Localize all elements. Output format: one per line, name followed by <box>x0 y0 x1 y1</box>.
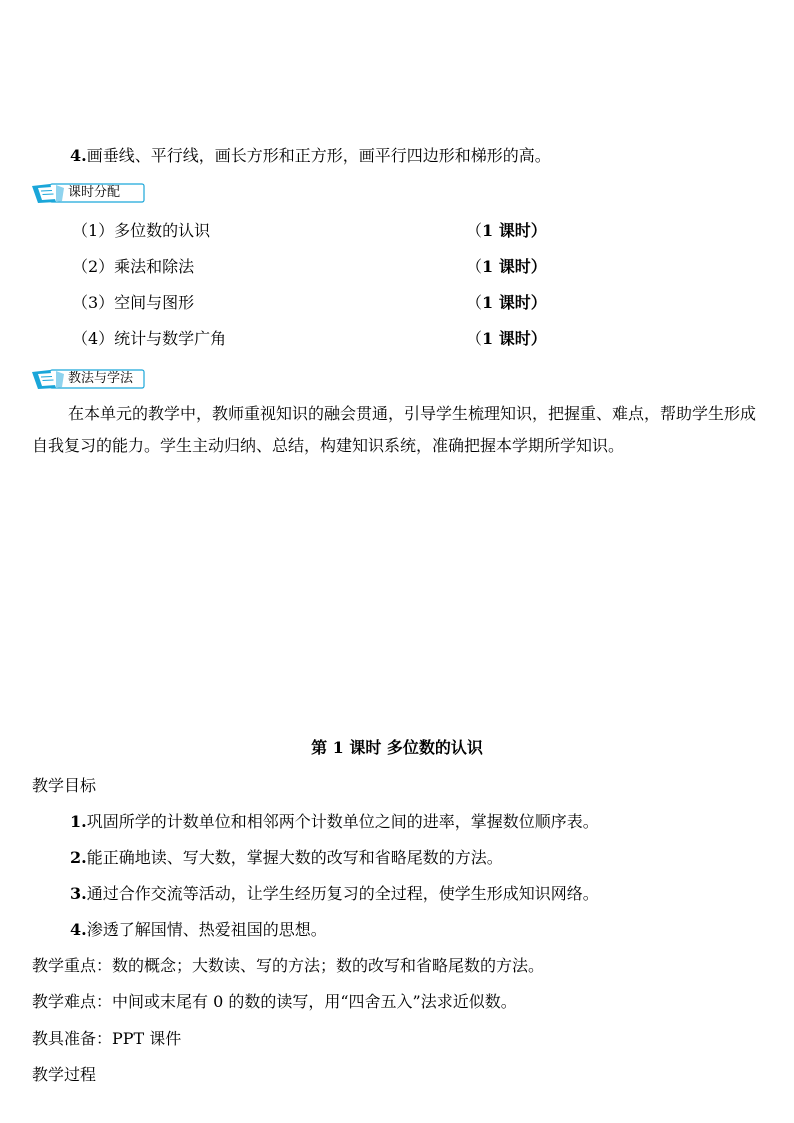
hours-row-2-value: （1 课时） <box>466 257 547 276</box>
badge-label: 教法与学法 <box>68 371 134 386</box>
materials: 教具准备：PPT 课件 <box>32 1029 182 1048</box>
goal-item: 1.巩固所学的计数单位和相邻两个计数单位之间的进率，掌握数位顺序表。 <box>70 812 599 831</box>
hours-row-2-label: （2）乘法和除法 <box>72 257 195 276</box>
hours-row-4-value: （1 课时） <box>466 329 547 348</box>
goals-heading: 教学目标 <box>32 776 97 795</box>
hours-row-3-value: （1 课时） <box>466 293 547 312</box>
goal-item: 3.通过合作交流等活动，让学生经历复习的全过程，使学生形成知识网络。 <box>70 884 599 903</box>
section-badge-hours <box>30 182 146 204</box>
section-badge-methods <box>30 368 146 390</box>
goal-item: 2.能正确地读、写大数，掌握大数的改写和省略尾数的方法。 <box>70 848 503 867</box>
hours-row-3-label: （3）空间与图形 <box>72 293 195 312</box>
lesson-title: 第 1 课时 多位数的认识 <box>311 738 483 757</box>
hours-row-1-label: （1）多位数的认识 <box>72 221 211 240</box>
goal-item: 4.渗透了解国情、热爱祖国的思想。 <box>70 920 327 939</box>
badge-label: 课时分配 <box>68 185 121 200</box>
difficulty: 教学难点：中间或末尾有 0 的数的读写，用“四舍五入”法求近似数。 <box>32 992 517 1011</box>
methods-paragraph: 在本单元的教学中，教师重视知识的融会贯通，引导学生梳理知识，把握重、难点，帮助学生形成自我复习的能力。学生主动归纳、总结，构建知识系统，准确把握本学期所学知识。 <box>32 404 757 455</box>
hours-row-1-value: （1 课时） <box>466 221 547 240</box>
hours-row-4-label: （4）统计与数学广角 <box>72 329 227 348</box>
process-heading: 教学过程 <box>32 1065 97 1084</box>
item-number: 4. <box>70 146 87 165</box>
item-text: 画垂线、平行线，画长方形和正方形，画平行四边形和梯形的高。 <box>86 146 551 165</box>
key-points: 教学重点：数的概念；大数读、写的方法；数的改写和省略尾数的方法。 <box>32 956 545 975</box>
top-item <box>70 146 551 166</box>
